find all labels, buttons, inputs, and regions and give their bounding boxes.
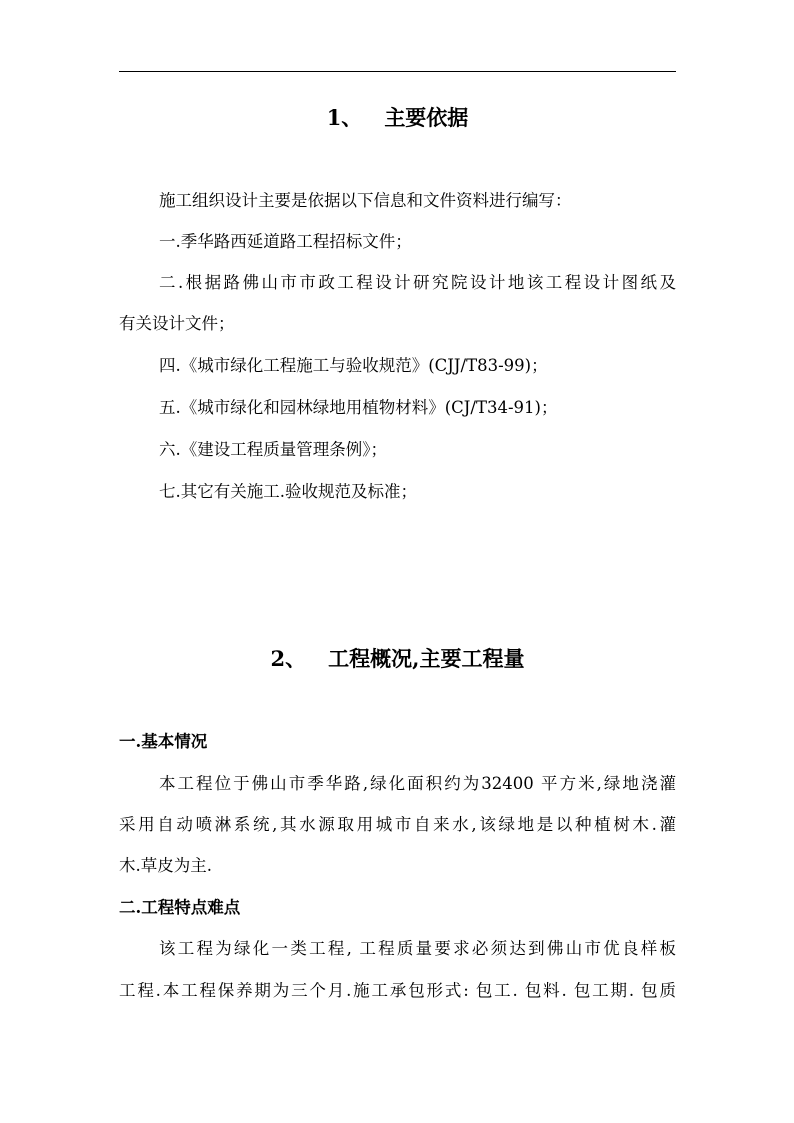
section-2-heading — [119, 645, 676, 673]
list-item: 一.季华路西延道路工程招标文件； — [159, 232, 412, 251]
section-1-title: 主要依据 — [384, 105, 469, 130]
section-2-title: 工程概况,主要工程量 — [328, 646, 525, 671]
section-1-intro: 施工组织设计主要是依据以下信息和文件资料进行编写： — [159, 191, 572, 210]
list-item: 七.其它有关施工.验收规范及标准； — [159, 482, 417, 501]
section-1-heading — [119, 104, 676, 132]
list-item: 二.根据路佛山市市政工程设计研究院设计地该工程设计图纸及 — [159, 273, 676, 292]
paragraph-line: 该工程为绿化一类工程, 工程质量要求必须达到佛山市优良样板 — [159, 939, 676, 958]
list-item: 五.《城市绿化和园林绿地用植物材料》(CJ/T34-91)； — [159, 398, 558, 417]
section-1-number: 1、 — [326, 105, 363, 130]
list-item: 六.《建设工程质量管理条例》； — [159, 440, 387, 459]
list-item: 有关设计文件； — [119, 314, 235, 333]
subsection-2-heading: 二.工程特点难点 — [119, 898, 241, 917]
subsection-1-heading: 一.基本情况 — [119, 732, 208, 751]
paragraph-line: 本工程位于佛山市季华路,绿化面积约为32400 平方米,绿地浇灌 — [159, 774, 676, 793]
paragraph-line: 木.草皮为主. — [119, 856, 212, 875]
paragraph-line: 采用自动喷淋系统,其水源取用城市自来水,该绿地是以种植树木.灌 — [119, 815, 676, 834]
list-item: 四.《城市绿化工程施工与验收规范》(CJJ/T83-99)； — [159, 356, 548, 375]
section-2-number: 2、 — [270, 646, 307, 671]
paragraph-line: 工程.本工程保养期为三个月.施工承包形式: 包工. 包料. 包工期. 包质 — [119, 981, 676, 1000]
header-rule — [119, 71, 676, 72]
